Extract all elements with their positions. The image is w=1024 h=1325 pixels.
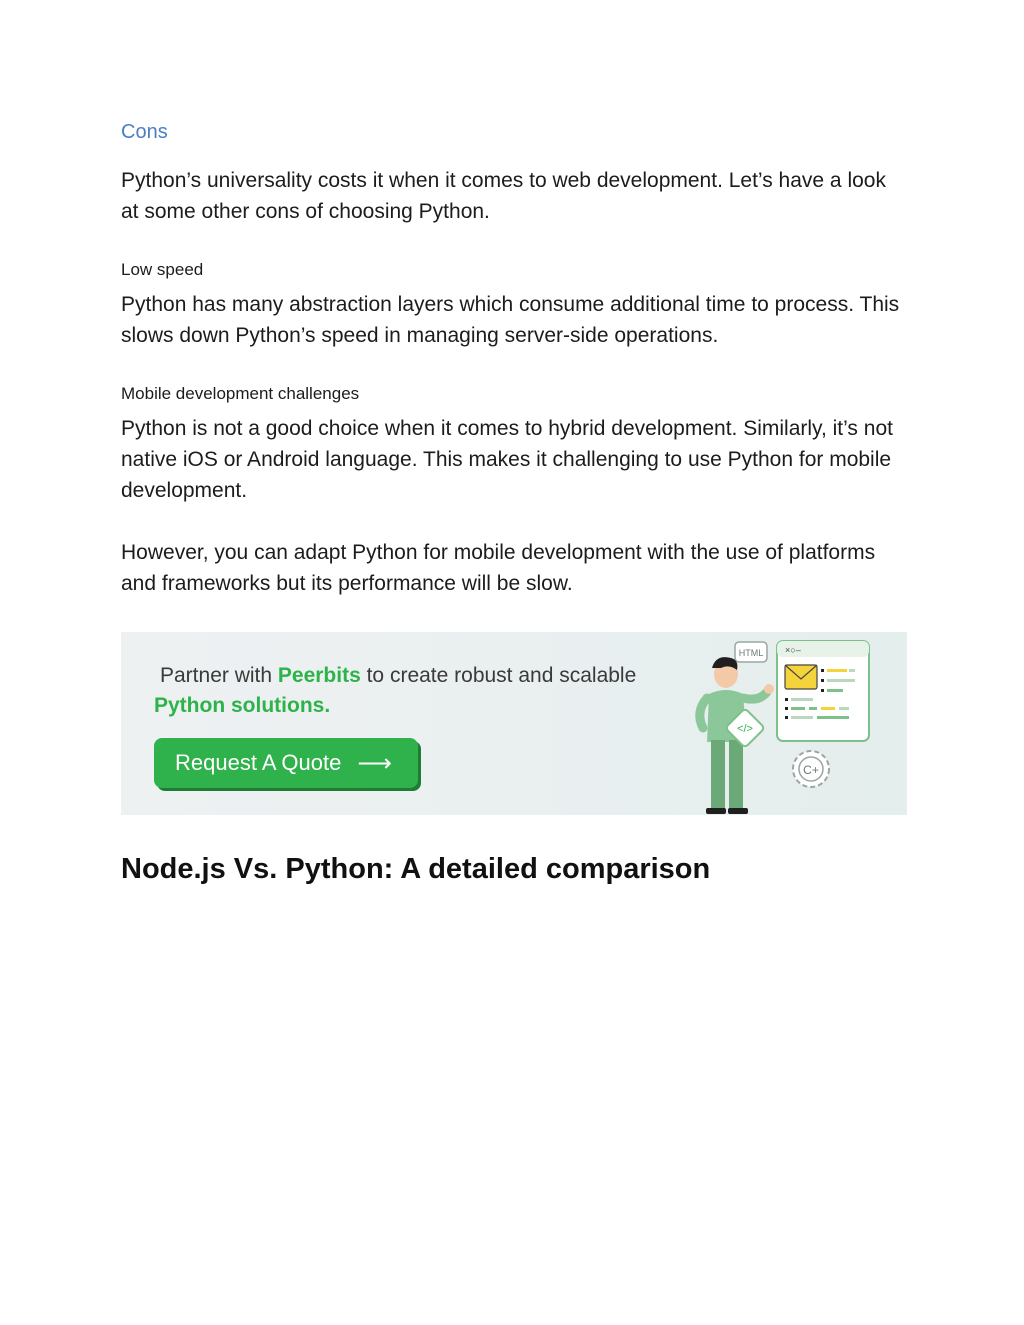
banner-brand-name: Peerbits <box>277 664 361 687</box>
low-speed-heading: Low speed <box>121 260 204 279</box>
peerbits-promo-banner[interactable] <box>121 632 907 815</box>
banner-headline-prefix: Partner with <box>160 664 278 687</box>
html-tag-label: HTML <box>738 648 764 658</box>
request-quote-label: Request A Quote <box>175 750 342 775</box>
code-window-icon <box>777 641 869 741</box>
mobile-challenges-paragraph: Python is not a good choice when it comes to hybrid development. Similarly, it’s not native iOS or Android language. This makes it challenging to use Python for mobile development. <box>121 417 893 502</box>
cons-heading: Cons <box>121 121 168 143</box>
html-tag-icon <box>735 642 767 662</box>
developer-illustration <box>681 632 907 815</box>
cplus-label: C+ <box>803 763 819 777</box>
window-controls: ×○– <box>785 645 801 655</box>
request-quote-button[interactable] <box>154 738 418 788</box>
banner-headline-suffix: to create robust and scalable <box>360 664 637 687</box>
comparison-section-title: Node.js Vs. Python: A detailed comparison <box>121 853 711 885</box>
cons-intro-paragraph: Python’s universality costs it when it comes to web development. Let’s have a look at some other cons of choosing Python. <box>121 169 886 223</box>
banner-subheadline: Python solutions. <box>154 694 331 717</box>
arrow-right-icon: ⟶ <box>357 749 392 777</box>
banner-headline <box>160 664 636 688</box>
low-speed-paragraph: Python has many abstraction layers which consume additional time to process. This slows down Python’s speed in managing server-side operations. <box>121 293 900 347</box>
mobile-adapt-paragraph: However, you can adapt Python for mobile development with the use of platforms and frameworks but its performance will be slow. <box>121 541 876 595</box>
mobile-challenges-heading: Mobile development challenges <box>121 384 360 403</box>
code-symbol-label: </> <box>737 723 753 735</box>
gear-cplus-icon <box>793 751 829 787</box>
